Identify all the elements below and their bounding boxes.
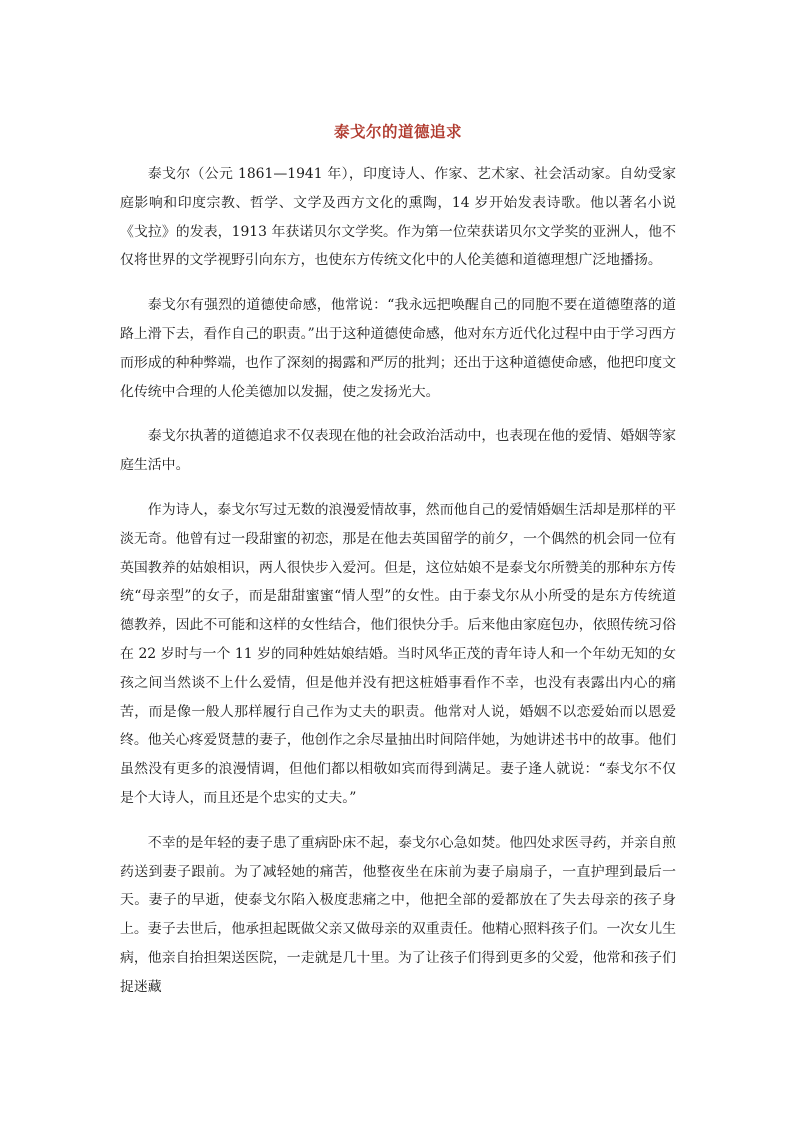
paragraph-marriage: 作为诗人，泰戈尔写过无数的浪漫爱情故事，然而他自己的爱情婚姻生活却是那样的平淡无奇。他曾有过一段甜蜜的初恋，那是在他去英国留学的前夕，一个偶然的机会同一位有英国教养的姑娘相识，两人很快步入爱河。但是，这位姑娘不是泰戈尔所赞美的那种东方传统“母亲型”的女子，而是甜甜蜜蜜“情人型”的女性。由于泰戈尔从小所受的是东方传统道德教养，因此不可能和这样的女性结合，他们很快分手。后来他由家庭包办，依照传统习俗在 22 岁时与一个 11 岁的同种姓姑娘结婚。当时风华正茂的青年诗人和一个年幼无知的女孩之间当然谈不上什么爱情，但是他并没有把这桩婚事看作不幸，也没有表露出内心的痛苦，而是像一般人那样履行自己作为丈夫的职责。他常对人说，婚姻不以恋爱始而以恩爱终。他关心疼爱贤慧的妻子，他创作之余尽量抽出时间陪伴她，为她讲述书中的故事。他们虽然没有更多的浪漫情调，但他们都以相敬如宾而得到满足。妻子逢人就说：“泰戈尔不仅是个大诗人，而且还是个忠实的丈夫。” (120, 501, 676, 806)
paragraph-intro: 泰戈尔（公元 1861—1941 年），印度诗人、作家、艺术家、社会活动家。自幼受家庭影响和印度宗教、哲学、文学及西方文化的熏陶，14 岁开始发表诗歌。他以著名小说《戈拉》的发表，1913 年获诺贝尔文学奖。作为第一位荣获诺贝尔文学奖的亚洲人，他不仅将世界的文学视野引向东方，也使东方传统文化中的人伦美德和道德理想广泛地播扬。 (120, 166, 676, 269)
document-body (120, 118, 676, 1018)
document-title: 泰戈尔的道德追求 (333, 123, 462, 141)
paragraph-moral-mission: 泰戈尔有强烈的道德使命感，他常说：“我永远把唤醒自己的同胞不要在道德堕落的道路上滑下去，看作自己的职责。”出于这种道德使命感，他对东方近代化过程中由于学习西方而形成的种种弊端，也作了深刻的揭露和严厉的批判；还出于这种道德使命感，他把印度文化传统中合理的人伦美德加以发掘，使之发扬光大。 (120, 297, 676, 400)
paragraph-wife-illness: 不幸的是年轻的妻子患了重病卧床不起，泰戈尔心急如焚。他四处求医寻药，并亲自煎药送到妻子跟前。为了减轻她的痛苦，他整夜坐在床前为妻子扇扇子，一直护理到最后一天。妻子的早逝，使泰戈尔陷入极度悲痛之中，他把全部的爱都放在了失去母亲的孩子身上。妻子去世后，他承担起既做父亲又做母亲的双重责任。他精心照料孩子们。一次女儿生病，他亲自抬担架送医院，一走就是几十里。为了让孩子们得到更多的父爱，他常和孩子们捉迷藏 (120, 834, 676, 995)
paragraph-family-life: 泰戈尔执著的道德追求不仅表现在他的社会政治活动中，也表现在他的爱情、婚姻等家庭生活中。 (120, 428, 676, 474)
